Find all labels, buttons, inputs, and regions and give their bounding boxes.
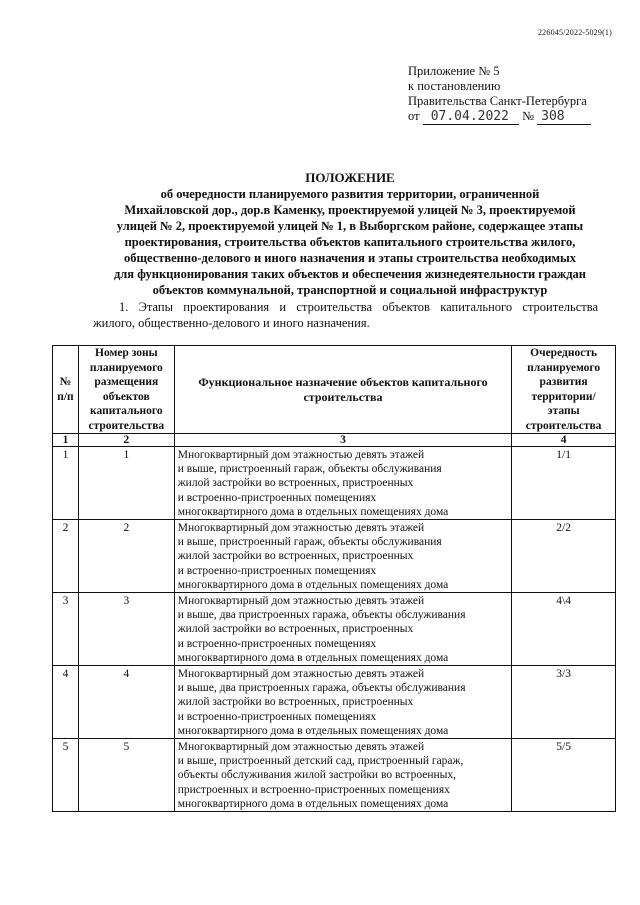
- title-line: для функционирования таких объектов и обеспечения жизнедеятельности граждан: [113, 267, 587, 281]
- header-purpose: Функциональное назначение объектов капитального строительства: [174, 346, 511, 434]
- intro-line-1: 1. Этапы проектирования и строительства объектов капитального строительства: [119, 300, 598, 314]
- appendix-date-line: [408, 109, 591, 124]
- title-line: объектов коммунальной, транспортной и социальной инфраструктур: [152, 283, 548, 297]
- number-label: №: [522, 109, 535, 123]
- title-heading: ПОЛОЖЕНИЕ: [305, 170, 395, 185]
- header-row: [53, 346, 616, 434]
- appendix-line-3: Правительства Санкт-Петербурга: [408, 94, 587, 108]
- table-row: [53, 593, 616, 666]
- stage-value: 4\4: [512, 593, 616, 666]
- appendix-line-2: к постановлению: [408, 79, 501, 93]
- title-line: улицей № 2, проектируемой улицей № 1, в Выборгском районе, содержащее этапы: [116, 219, 584, 233]
- header-zone: Номер зоны планируемого размещения объектов капитального строительства: [78, 346, 174, 434]
- zone-number: 5: [78, 739, 174, 812]
- row-number: 4: [53, 666, 79, 739]
- appendix-line-1: Приложение № 5: [408, 64, 500, 78]
- resolution-date: 07.04.2022: [423, 109, 519, 125]
- zone-number: 2: [78, 520, 174, 593]
- purpose-description: Многоквартирный дом этажностью девять этажей и выше, пристроенный гараж, объекты обслуживания жилой застройки во встроенных, пристроенных и встроенно-пристроенных помещениях многоквартирного дома в отдельных помещениях дома: [174, 447, 511, 520]
- header-stage: Очередность планируемого развития территории/ этапы строительства: [512, 346, 616, 434]
- from-label: от: [408, 109, 420, 123]
- column-number: 3: [174, 434, 511, 447]
- table-row: [53, 739, 616, 812]
- title-line: Михайловской дор., дор.в Каменку, проектируемой улицей № 3, проектируемой: [124, 203, 576, 217]
- column-number: 2: [78, 434, 174, 447]
- row-number: 3: [53, 593, 79, 666]
- document-title: [60, 170, 640, 298]
- zone-number: 4: [78, 666, 174, 739]
- stage-value: 5/5: [512, 739, 616, 812]
- title-line: общественно-делового и иного назначения и этапы строительства необходимых: [123, 251, 577, 265]
- title-line: проектирования, строительства объектов капитального строительства жилого,: [124, 235, 576, 249]
- table-row: [53, 520, 616, 593]
- appendix-block: [408, 64, 591, 124]
- purpose-description: Многоквартирный дом этажностью девять этажей и выше, два пристроенных гаража, объекты обслуживания жилой застройки во встроенных, пристроенных и встроенно-пристроенных помещениях многоквартирного дома в отдельных помещениях дома: [174, 666, 511, 739]
- purpose-description: Многоквартирный дом этажностью девять этажей и выше, два пристроенных гаража, объекты обслуживания жилой застройки во встроенных, пристроенных и встроенно-пристроенных помещениях многоквартирного дома в отдельных помещениях дома: [174, 593, 511, 666]
- purpose-description: Многоквартирный дом этажностью девять этажей и выше, пристроенный гараж, объекты обслуживания жилой застройки во встроенных, пристроенных и встроенно-пристроенных помещениях многоквартирного дома в отдельных помещениях дома: [174, 520, 511, 593]
- row-number: 5: [53, 739, 79, 812]
- stage-value: 3/3: [512, 666, 616, 739]
- purpose-description: Многоквартирный дом этажностью девять этажей и выше, пристроенный детский сад, пристроенный гараж, объекты обслуживания жилой застройки во встроенных, пристроенных и встроенно-пристроенных помещениях многоквартирного дома в отдельных помещениях дома: [174, 739, 511, 812]
- table-row: [53, 666, 616, 739]
- zone-number: 1: [78, 447, 174, 520]
- table-row: [53, 447, 616, 520]
- column-number-row: [53, 434, 616, 447]
- resolution-number: 308: [537, 109, 590, 125]
- header-number: № п/п: [53, 346, 79, 434]
- intro-paragraph: [93, 299, 598, 331]
- row-number: 1: [53, 447, 79, 520]
- zone-number: 3: [78, 593, 174, 666]
- title-line: об очередности планируемого развития территории, ограниченной: [160, 187, 540, 201]
- stages-table: [52, 345, 616, 812]
- row-number: 2: [53, 520, 79, 593]
- column-number: 1: [53, 434, 79, 447]
- document-number: 226045/2022-5029(1): [537, 28, 612, 37]
- stage-value: 2/2: [512, 520, 616, 593]
- column-number: 4: [512, 434, 616, 447]
- stage-value: 1/1: [512, 447, 616, 520]
- intro-line-2: жилого, общественно-делового и иного назначения.: [93, 316, 370, 330]
